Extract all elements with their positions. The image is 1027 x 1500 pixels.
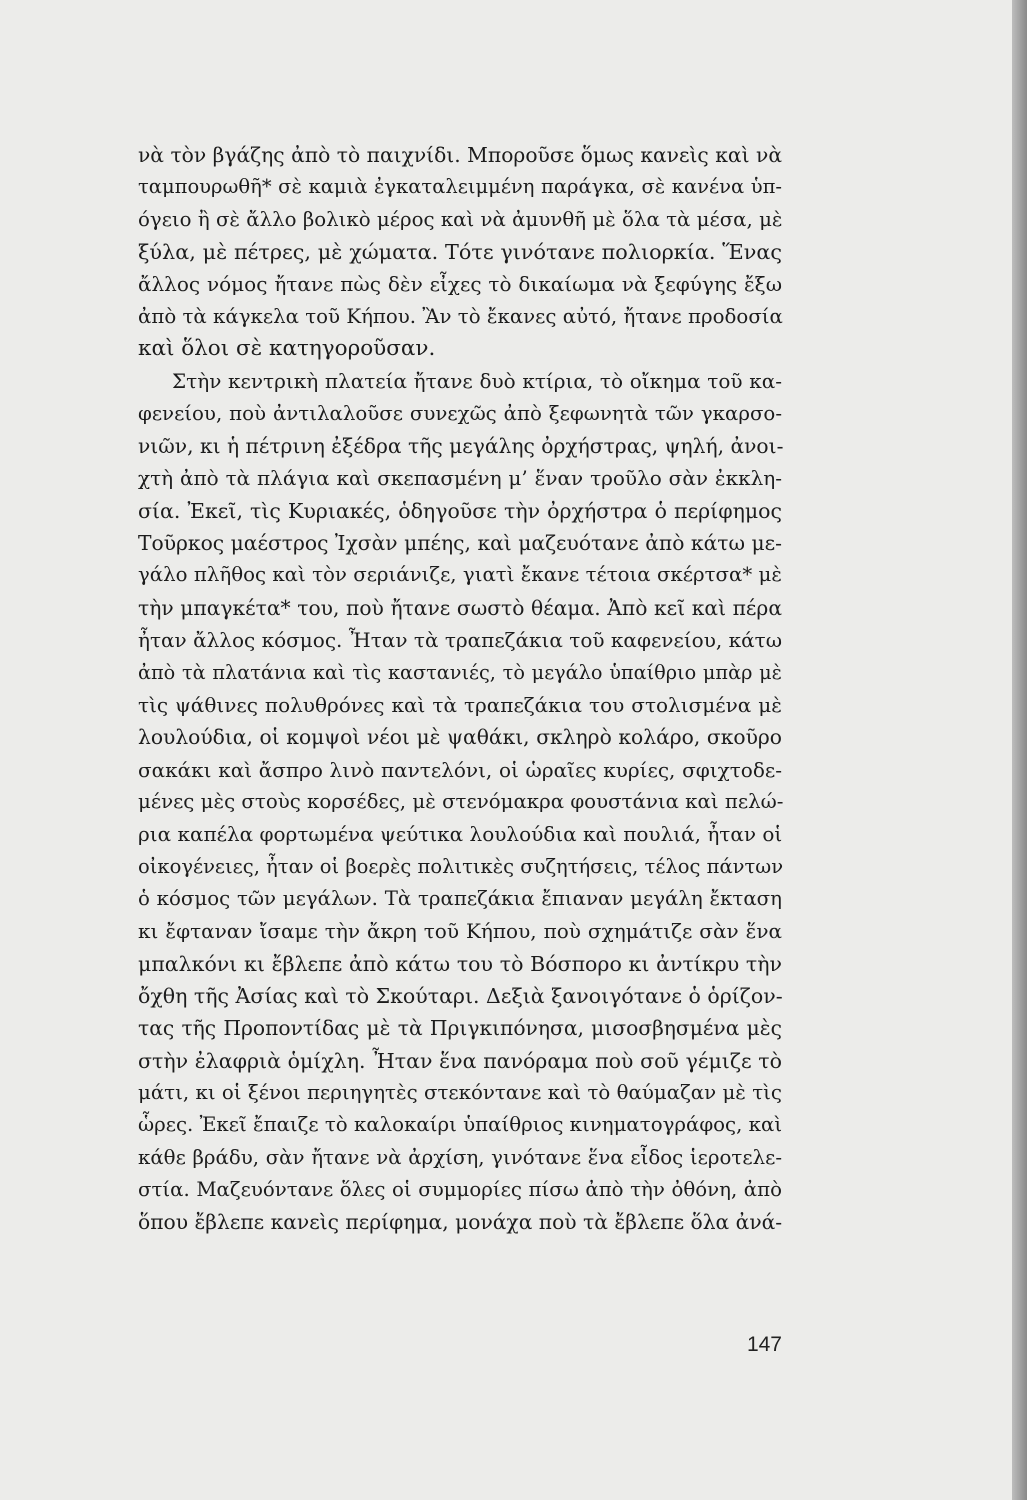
body-text <box>138 139 782 1239</box>
text-line: φενείου, ποὺ ἀντιλαλοῦσε συνεχῶς ἀπὸ ξεφωνητὰ τῶν γκαρσο- <box>138 401 782 425</box>
text-line: στία. Μαζευόντανε ὅλες οἱ συμμορίες πίσω ἀπὸ τὴν ὀθόνη, ἀπὸ <box>138 1178 782 1201</box>
text-line: κάθε βράδυ, σὰν ἤτανε νὰ ἀρχίση, γινότανε ἕνα εἶδος ἱεροτελε- <box>138 1145 782 1169</box>
text-line: οἰκογένειες, ἦταν οἱ βοερὲς πολιτικὲς συζητήσεις, τέλος πάντων <box>138 854 784 878</box>
text-line: χτὴ ἀπὸ τὰ πλάγια καὶ σκεπασμένη μ’ ἕναν τροῦλο σὰν ἐκκλη- <box>138 466 782 491</box>
text-line: ρια καπέλα φορτωμένα ψεύτικα λουλούδια καὶ πουλιά, ἦταν οἱ <box>138 822 783 847</box>
text-line: τὶς ψάθινες πολυθρόνες καὶ τὰ τραπεζάκια του στολισμένα μὲ <box>138 692 782 717</box>
text-line: Τοῦρκος μαέστρος Ἰχσὰν μπέης, καὶ μαζευότανε ἀπὸ κάτω με- <box>138 531 782 556</box>
text-line: λουλούδια, οἱ κομψοὶ νέοι μὲ ψαθάκι, σκληρὸ κολάρο, σκοῦρο <box>138 725 782 750</box>
text-line: ξύλα, μὲ πέτρες, μὲ χώματα. Τότε γινότανε πολιορκία. Ἕνας <box>138 240 782 265</box>
text-line: ταμπουρωθῆ* σὲ καμιὰ ἐγκαταλειμμένη παράγκα, σὲ κανένα ὑπ- <box>138 175 782 199</box>
text-line: μάτι, κι οἱ ξένοι περιηγητὲς στεκόντανε καὶ τὸ θαύμαζαν μὲ τὶς <box>138 1080 782 1104</box>
text-line: όγειο ἢ σὲ ἄλλο βολικὸ μέρος καὶ νὰ ἀμυνθῆ μὲ ὅλα τὰ μέσα, μὲ <box>138 207 783 231</box>
text-line: τας τῆς Προποντίδας μὲ τὰ Πριγκιπόνησα, μισοσβησμένα μὲς <box>138 1016 782 1041</box>
text-line: ὄχθη τῆς Ἀσίας καὶ τὸ Σκούταρι. Δεξιὰ ξανοιγότανε ὁ ὁρίζον- <box>138 983 783 1008</box>
text-line: σία. Ἐκεῖ, τὶς Κυριακές, ὁδηγοῦσε τὴν ὀρχήστρα ὁ περίφημος <box>138 498 782 523</box>
text-line: γάλο πλῆθος καὶ τὸν σεριάνιζε, γιατὶ ἔκανε τέτοια σκέρτσα* μὲ <box>138 563 782 587</box>
text-line: νιῶν, κι ἡ πέτρινη ἐξέδρα τῆς μεγάλης ὀρχήστρας, ψηλή, ἀνοι- <box>138 434 784 459</box>
text-line: ἦταν ἄλλος κόσμος. Ἦταν τὰ τραπεζάκια τοῦ καφενείου, κάτω <box>138 628 782 653</box>
text-line: ἄλλος νόμος ἤτανε πὼς δὲν εἶχες τὸ δικαίωμα νὰ ξεφύγης ἔξω <box>138 272 782 297</box>
text-line: ἀπὸ τὰ πλατάνια καὶ τὶς καστανιές, τὸ μεγάλο ὑπαίθριο μπὰρ μὲ <box>138 660 782 684</box>
text-line: ὅπου ἔβλεπε κανεὶς περίφημα, μονάχα ποὺ τὰ ἔβλεπε ὅλα ἀνά- <box>138 1210 783 1235</box>
text-line: στὴν ἐλαφριὰ ὁμίχλη. Ἦταν ἕνα πανόραμα ποὺ σοῦ γέμιζε τὸ <box>138 1048 782 1073</box>
text-line: μπαλκόνι κι ἔβλεπε ἀπὸ κάτω του τὸ Βόσπορο κι ἀντίκρυ τὴν <box>138 951 782 976</box>
page-number: 147 <box>746 1333 782 1356</box>
page-edge-shadow <box>1012 0 1027 1500</box>
text-line: νὰ τὸν βγάζης ἀπὸ τὸ παιχνίδι. Μποροῦσε ὅμως κανεὶς καὶ νὰ <box>138 143 782 167</box>
text-line: τὴν μπαγκέτα* του, ποὺ ἤτανε σωστὸ θέαμα. Ἀπὸ κεῖ καὶ πέρα <box>138 595 782 620</box>
paragraph-start-line: Στὴν κεντρικὴ πλατεία ἤτανε δυὸ κτίρια, τὸ οἴκημα τοῦ κα- <box>172 369 782 394</box>
text-line: ἀπὸ τὰ κάγκελα τοῦ Κήπου. Ἂν τὸ ἔκανες αὐτό, ἤτανε προδοσία <box>138 304 783 328</box>
text-line: καὶ ὅλοι σὲ κατηγοροῦσαν. <box>138 336 436 362</box>
text-line: ὁ κόσμος τῶν μεγάλων. Τὰ τραπεζάκια ἔπιαναν μεγάλη ἔκταση <box>138 886 782 910</box>
text-line: μένες μὲς στοὺς κορσέδες, μὲ στενόμακρα φουστάνια καὶ πελώ- <box>138 789 784 813</box>
text-line: ὧρες. Ἐκεῖ ἔπαιζε τὸ καλοκαίρι ὑπαίθριος κινηματογράφος, καὶ <box>138 1113 783 1137</box>
text-line: σακάκι καὶ ἄσπρο λινὸ παντελόνι, οἱ ὡραῖες κυρίες, σφιχτοδε- <box>138 757 782 782</box>
text-line: κι ἔφταναν ἴσαμε τὴν ἄκρη τοῦ Κήπου, ποὺ σχημάτιζε σὰν ἕνα <box>138 919 782 944</box>
